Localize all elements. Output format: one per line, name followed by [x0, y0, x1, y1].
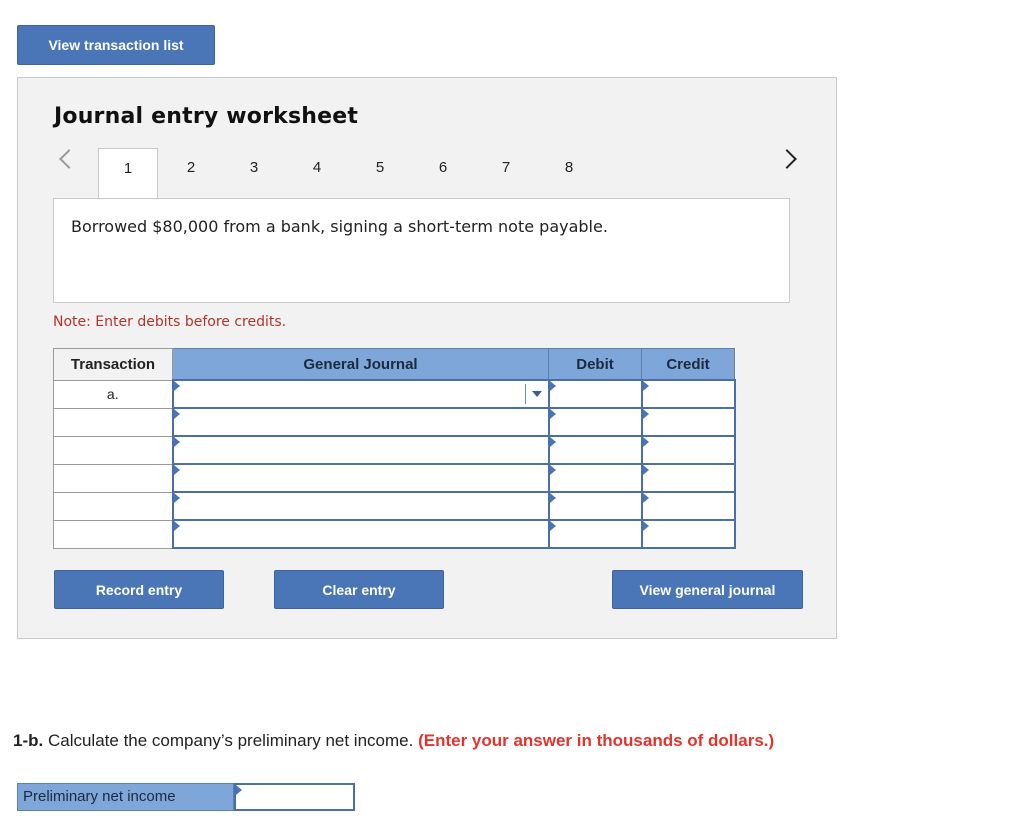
- input-flag-icon: [174, 493, 180, 503]
- credit-input[interactable]: [642, 436, 735, 464]
- credit-input[interactable]: [642, 380, 735, 408]
- input-flag-icon: [174, 437, 180, 447]
- next-chevron-icon[interactable]: [777, 149, 797, 169]
- input-flag-icon: [174, 409, 180, 419]
- input-flag-icon: [643, 465, 649, 475]
- dropdown-separator: [525, 384, 526, 404]
- credit-header: Credit: [642, 349, 735, 381]
- debit-input[interactable]: [549, 492, 642, 520]
- transaction-description-box: [53, 198, 790, 303]
- chevron-down-icon[interactable]: [532, 391, 542, 397]
- account-select[interactable]: [173, 408, 549, 436]
- table-row: [54, 380, 735, 408]
- account-select[interactable]: [173, 380, 549, 408]
- account-select[interactable]: [173, 464, 549, 492]
- view-transaction-list-button[interactable]: View transaction list: [17, 25, 215, 65]
- transaction-header: Transaction: [54, 349, 173, 381]
- transaction-cell: a.: [54, 380, 173, 408]
- debit-input[interactable]: [549, 520, 642, 548]
- table-row: [54, 520, 735, 548]
- input-flag-icon: [643, 493, 649, 503]
- input-flag-icon: [174, 465, 180, 475]
- tab-4[interactable]: 4: [312, 159, 322, 176]
- table-row: [54, 408, 735, 436]
- credit-input[interactable]: [642, 408, 735, 436]
- debit-input[interactable]: [549, 464, 642, 492]
- input-flag-icon: [550, 465, 556, 475]
- transaction-cell: [54, 408, 173, 436]
- account-select[interactable]: [173, 492, 549, 520]
- worksheet-title: Journal entry worksheet: [54, 104, 359, 129]
- input-flag-icon: [550, 521, 556, 531]
- transaction-cell: [54, 464, 173, 492]
- question-number: 1-b.: [13, 731, 44, 750]
- input-flag-icon: [550, 437, 556, 447]
- view-general-journal-button[interactable]: View general journal: [612, 570, 803, 609]
- journal-table: [53, 348, 736, 549]
- input-flag-icon: [550, 409, 556, 419]
- transaction-cell: [54, 436, 173, 464]
- table-row: [54, 464, 735, 492]
- debit-input[interactable]: [549, 380, 642, 408]
- input-flag-icon: [643, 521, 649, 531]
- input-flag-icon: [174, 521, 180, 531]
- tab-6[interactable]: 6: [438, 159, 448, 176]
- account-select[interactable]: [173, 436, 549, 464]
- transaction-cell: [54, 520, 173, 548]
- record-entry-button[interactable]: Record entry: [54, 570, 224, 609]
- table-row: [54, 436, 735, 464]
- journal-entry-worksheet-panel: [17, 77, 837, 639]
- input-flag-icon: [174, 381, 180, 391]
- tab-7[interactable]: 7: [501, 159, 511, 176]
- tab-8[interactable]: 8: [564, 159, 574, 176]
- account-select[interactable]: [173, 520, 549, 548]
- tab-3[interactable]: 3: [249, 159, 259, 176]
- clear-entry-button[interactable]: Clear entry: [274, 570, 444, 609]
- input-flag-icon: [643, 437, 649, 447]
- question-1b: [13, 731, 774, 751]
- table-row: [54, 492, 735, 520]
- credit-input[interactable]: [642, 520, 735, 548]
- tab-5[interactable]: 5: [375, 159, 385, 176]
- transaction-description: Borrowed $80,000 from a bank, signing a short-term note payable.: [71, 217, 608, 236]
- preliminary-net-income-label: Preliminary net income: [17, 783, 234, 811]
- previous-chevron-icon[interactable]: [59, 149, 79, 169]
- debit-header: Debit: [549, 349, 642, 381]
- tab-1[interactable]: 1: [98, 148, 158, 199]
- input-flag-icon: [550, 381, 556, 391]
- question-instruction: (Enter your answer in thousands of dollars.): [418, 731, 775, 750]
- input-flag-icon: [550, 493, 556, 503]
- input-flag-icon: [236, 785, 242, 795]
- preliminary-net-income-input[interactable]: [234, 783, 355, 811]
- debit-input[interactable]: [549, 436, 642, 464]
- tab-2[interactable]: 2: [186, 159, 196, 176]
- credit-input[interactable]: [642, 492, 735, 520]
- debit-input[interactable]: [549, 408, 642, 436]
- input-flag-icon: [643, 381, 649, 391]
- entry-note: Note: Enter debits before credits.: [53, 314, 287, 330]
- general-journal-header: General Journal: [173, 349, 549, 381]
- input-flag-icon: [643, 409, 649, 419]
- question-text: Calculate the company’s preliminary net income.: [47, 731, 414, 750]
- credit-input[interactable]: [642, 464, 735, 492]
- transaction-cell: [54, 492, 173, 520]
